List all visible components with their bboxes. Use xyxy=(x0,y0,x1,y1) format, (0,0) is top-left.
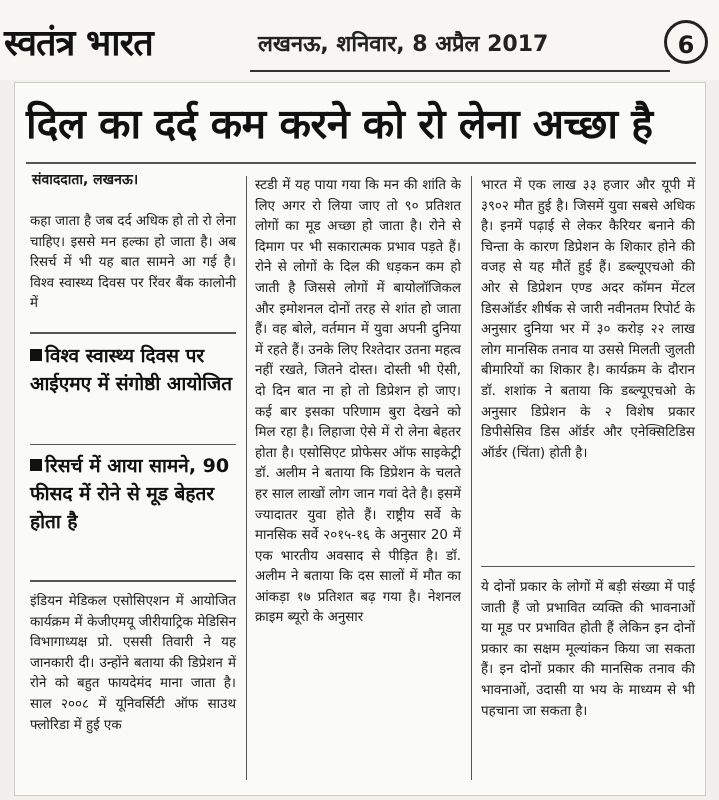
subhead-box-rule-mid xyxy=(30,444,236,445)
headline-rule xyxy=(26,162,696,164)
column-2-body: स्टडी में यह पाया गया कि मन की शांति के लिए अगर रो लिया जाए तो ९० प्रतिशत लोगों का मूड अच्छा हो जाता है। रोने से दिमाग पर भी सकारात्मक प्रभाव पड़ते हैं। रोने से लोगों के दिल की धड़कन कम हो जाती है जिससे लोगों में बायोलॉजिकल और इमोशनल दोनों तरह से शांत हो जाता हैं। वह बोले, वर्तमान में युवा अपनी दुनिया में रहते हैं। उनके लिए रिश्तेदार उतना महत्व नहीं रखते, जितने दोस्त। दोस्ती भी ऐसी, दो दिन बात ना हो तो डिप्रेशन हो जाए। कई बार इसका परिणाम बुरा देखने को मिल रहा है। लिहाजा ऐसे में रो लेना बेहतर होता है। एसोसिएट प्रोफेसर ऑफ साइकेट्री डॉ. अलीम ने बताया कि डिप्रेशन के चलते हर साल लाखों लोग जान गवां देते है। इसमें ज्यादातर युवा होते हैं। राष्ट्रीय सर्वे के मानसिक सर्वे २०१५-१६ के अनुसार 20 में एक भारतीय अवसाद से पीड़ित है। डॉ. अलीम ने बताया कि दस सालों में मौत का आंकड़ा १७ प्रतिशत बढ़ गया है। नेशनल क्राइम ब्यूरो के अनुसार xyxy=(255,178,461,626)
masthead-rule xyxy=(250,70,670,72)
square-bullet-icon xyxy=(30,349,42,361)
subheading-1: विश्व स्वास्थ्य दिवस पर आईएमए में संगोष्ठी आयोजित xyxy=(30,345,233,395)
column-3-body-b: ये दोनों प्रकार के लोगों में बड़ी संख्या में पाई जाती हैं जो प्रभावित व्यक्ति की भावनाओं या मूड पर प्रभावित होती हैं लेकिन इन दोनों प्रकार का सक्षम मूल्यांकन किया जा सकता हैं। इन दोनों प्रकार की मानसिक तनाव की भावनाओं, उदासी या भय के माध्यम से भी पहचाना जा सकता है। xyxy=(481,580,695,719)
subhead-box-rule-bottom xyxy=(30,580,236,582)
column-3-body-a: भारत में एक लाख ३३ हजार और यूपी में ३९०२ मौत हुई है। जिसमें युवा सबसे अधिक है। इनमें पढ़ाई से लेकर कैरियर बनाने की चिन्ता के कारण डिप्रेशन के शिकार होने की वजह से यह मौतें हुई हैं। डब्ल्यूएचओ की ओर से डिप्रेशन एण्ड अदर कॉमन मेंटल डिसऑर्डर शीर्षक से जारी नवीनतम रिपोर्ट के अनुसार दुनिया भर में ३० करोड़ २२ लाख लोग मानसिक तनाव या उससे मिलती जुलती बीमारियों का शिकार है। कार्यक्रम के दौरान डॉ. शशांक ने बताया कि डब्ल्यूएचओ के अनुसार डिप्रेशन के २ विशेष प्रकार डिपीसेसिव डिस ऑर्डर और एनेक्सिटिडिस ऑर्डर (चिंता) होती है। xyxy=(481,178,695,461)
headline: दिल का दर्द कम करने को रो लेना अच्छा है xyxy=(26,100,653,148)
subhead-box-rule-top xyxy=(30,332,236,334)
square-bullet-icon xyxy=(30,459,42,471)
masthead xyxy=(0,0,719,80)
column-rule-1 xyxy=(246,176,247,780)
newspaper-logo: स्वतंत्र भारत xyxy=(4,22,153,64)
page-number: 6 xyxy=(664,20,708,64)
byline: संवाददाता, लखनऊ। xyxy=(32,172,139,188)
subheading-2: रिसर्च में आया सामने, 90 फीसद में रोने से मूड बेहतर होता है xyxy=(30,455,230,533)
date-line: लखनऊ, शनिवार, 8 अप्रैल 2017 xyxy=(258,32,549,57)
column3-rule xyxy=(481,566,695,567)
column-1-body: इंडियन मेडिकल एसोसिएशन में आयोजित कार्यक्रम में केजीएमयू जीरीयाट्रिक मेडिसिन विभागाध्यक्ष प्रो. एससी तिवारी ने यह जानकारी दी। उन्होंने बताया की डिप्रेशन में रोने को बहुत फायदेमंद माना जाता है। साल २००८ में यूनिवर्सिटी ऑफ साउथ फ्लोरिडा में हुई एक xyxy=(30,594,236,733)
column-1-intro: कहा जाता है जब दर्द अधिक हो तो रो लेना चाहिए। इससे मन हल्का हो जाता है। अब रिसर्च में भी यह बात सामने आ गई है। विश्व स्वास्थ्य दिवस पर रिंवर बैंक कालोनी में xyxy=(30,214,236,312)
column-rule-2 xyxy=(471,176,472,780)
